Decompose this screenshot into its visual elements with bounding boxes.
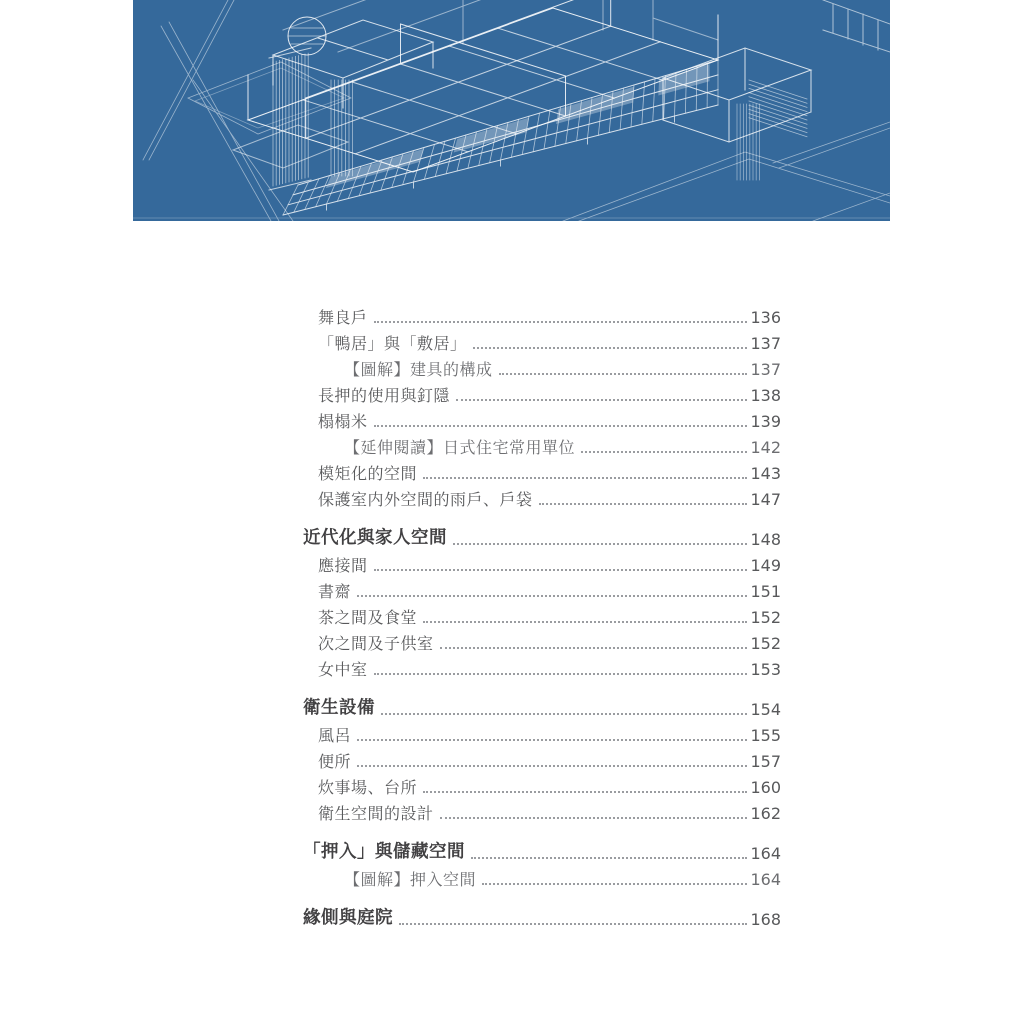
dotted-leader xyxy=(482,883,747,885)
toc-entry-page-number: 149 xyxy=(750,555,781,575)
toc-entry-page-number: 157 xyxy=(750,751,781,771)
table-of-contents xyxy=(303,301,781,929)
dotted-leader xyxy=(374,569,748,571)
dotted-leader xyxy=(399,923,747,925)
toc-entry-label: 書齋 xyxy=(318,581,352,601)
dotted-leader xyxy=(440,817,748,819)
toc-entry-page-number: 137 xyxy=(750,359,781,379)
toc-entry-page-number: 164 xyxy=(750,869,781,889)
toc-entry-page-number: 154 xyxy=(750,699,781,719)
toc-entry-page-number: 139 xyxy=(750,411,781,431)
toc-entry-row xyxy=(303,627,781,653)
blueprint-wireframe-drawing xyxy=(133,0,890,221)
toc-entry-label: 「押入」與儲藏空間 xyxy=(303,842,465,862)
blueprint-hero-image xyxy=(133,0,890,221)
dotted-leader xyxy=(581,451,747,453)
toc-entry-page-number: 152 xyxy=(750,607,781,627)
dotted-leader xyxy=(453,543,747,545)
toc-entry-label: 保護室内外空間的雨戶、戶袋 xyxy=(318,489,533,509)
toc-entry-label: 應接間 xyxy=(318,555,368,575)
toc-entry-label: 便所 xyxy=(318,751,352,771)
dotted-leader xyxy=(423,791,747,793)
toc-entry-page-number: 142 xyxy=(750,437,781,457)
dotted-leader xyxy=(374,673,748,675)
dotted-leader xyxy=(357,595,747,597)
toc-entry-page-number: 164 xyxy=(750,843,781,863)
toc-entry-row xyxy=(303,797,781,823)
toc-entry-row xyxy=(303,483,781,509)
toc-entry-row xyxy=(303,353,781,379)
toc-entry-page-number: 160 xyxy=(750,777,781,797)
toc-entry-label: 衛生空間的設計 xyxy=(318,803,434,823)
toc-entry-label: 風呂 xyxy=(318,725,352,745)
toc-entry-label: 榻榻米 xyxy=(318,411,368,431)
toc-entry-row xyxy=(303,457,781,483)
toc-entry-page-number: 155 xyxy=(750,725,781,745)
toc-entry-page-number: 136 xyxy=(750,307,781,327)
dotted-leader xyxy=(357,765,747,767)
dotted-leader xyxy=(374,425,748,427)
toc-entry-label: 衛生設備 xyxy=(303,698,375,718)
toc-entry-label: 長押的使用與釘隱 xyxy=(318,385,451,405)
dotted-leader xyxy=(539,503,748,505)
toc-section-heading-row xyxy=(303,903,781,929)
toc-entry-label: 【延伸閱讀】日式住宅常用單位 xyxy=(344,437,576,457)
toc-entry-label: 炊事場、台所 xyxy=(318,777,418,797)
toc-entry-row xyxy=(303,771,781,797)
toc-entry-row xyxy=(303,575,781,601)
toc-entry-page-number: 138 xyxy=(750,385,781,405)
dotted-leader xyxy=(440,647,748,649)
toc-section-heading-row xyxy=(303,837,781,863)
toc-entry-row xyxy=(303,549,781,575)
toc-entry-row xyxy=(303,745,781,771)
toc-entry-page-number: 152 xyxy=(750,633,781,653)
toc-entry-label: 緣側與庭院 xyxy=(303,908,393,928)
toc-entry-label: 茶之間及食堂 xyxy=(318,607,418,627)
toc-entry-row xyxy=(303,719,781,745)
dotted-leader xyxy=(423,477,747,479)
toc-entry-label: 【圖解】押入空間 xyxy=(344,869,477,889)
toc-entry-page-number: 168 xyxy=(750,909,781,929)
dotted-leader xyxy=(471,857,747,859)
toc-entry-page-number: 151 xyxy=(750,581,781,601)
dotted-leader xyxy=(423,621,747,623)
toc-entry-row xyxy=(303,301,781,327)
toc-entry-row xyxy=(303,379,781,405)
toc-entry-label: 次之間及子供室 xyxy=(318,633,434,653)
toc-entry-label: 近代化與家人空間 xyxy=(303,528,447,548)
dotted-leader xyxy=(381,713,747,715)
toc-entry-row xyxy=(303,327,781,353)
dotted-leader xyxy=(357,739,747,741)
toc-entry-row xyxy=(303,601,781,627)
toc-entry-page-number: 143 xyxy=(750,463,781,483)
toc-entry-label: 「鴨居」與「敷居」 xyxy=(318,333,467,353)
toc-entry-page-number: 153 xyxy=(750,659,781,679)
toc-entry-label: 女中室 xyxy=(318,659,368,679)
toc-entry-row xyxy=(303,653,781,679)
toc-entry-row xyxy=(303,431,781,457)
toc-entry-label: 舞良戶 xyxy=(318,307,368,327)
toc-entry-label: 模矩化的空間 xyxy=(318,463,418,483)
toc-section-heading-row xyxy=(303,693,781,719)
dotted-leader xyxy=(499,373,748,375)
toc-entry-row xyxy=(303,405,781,431)
toc-entry-row xyxy=(303,863,781,889)
dotted-leader xyxy=(456,399,747,401)
toc-entry-page-number: 147 xyxy=(750,489,781,509)
toc-entry-page-number: 137 xyxy=(750,333,781,353)
dotted-leader xyxy=(473,347,748,349)
dotted-leader xyxy=(374,321,748,323)
toc-entry-page-number: 162 xyxy=(750,803,781,823)
toc-entry-label: 【圖解】建具的構成 xyxy=(344,359,493,379)
toc-section-heading-row xyxy=(303,523,781,549)
toc-entry-page-number: 148 xyxy=(750,529,781,549)
